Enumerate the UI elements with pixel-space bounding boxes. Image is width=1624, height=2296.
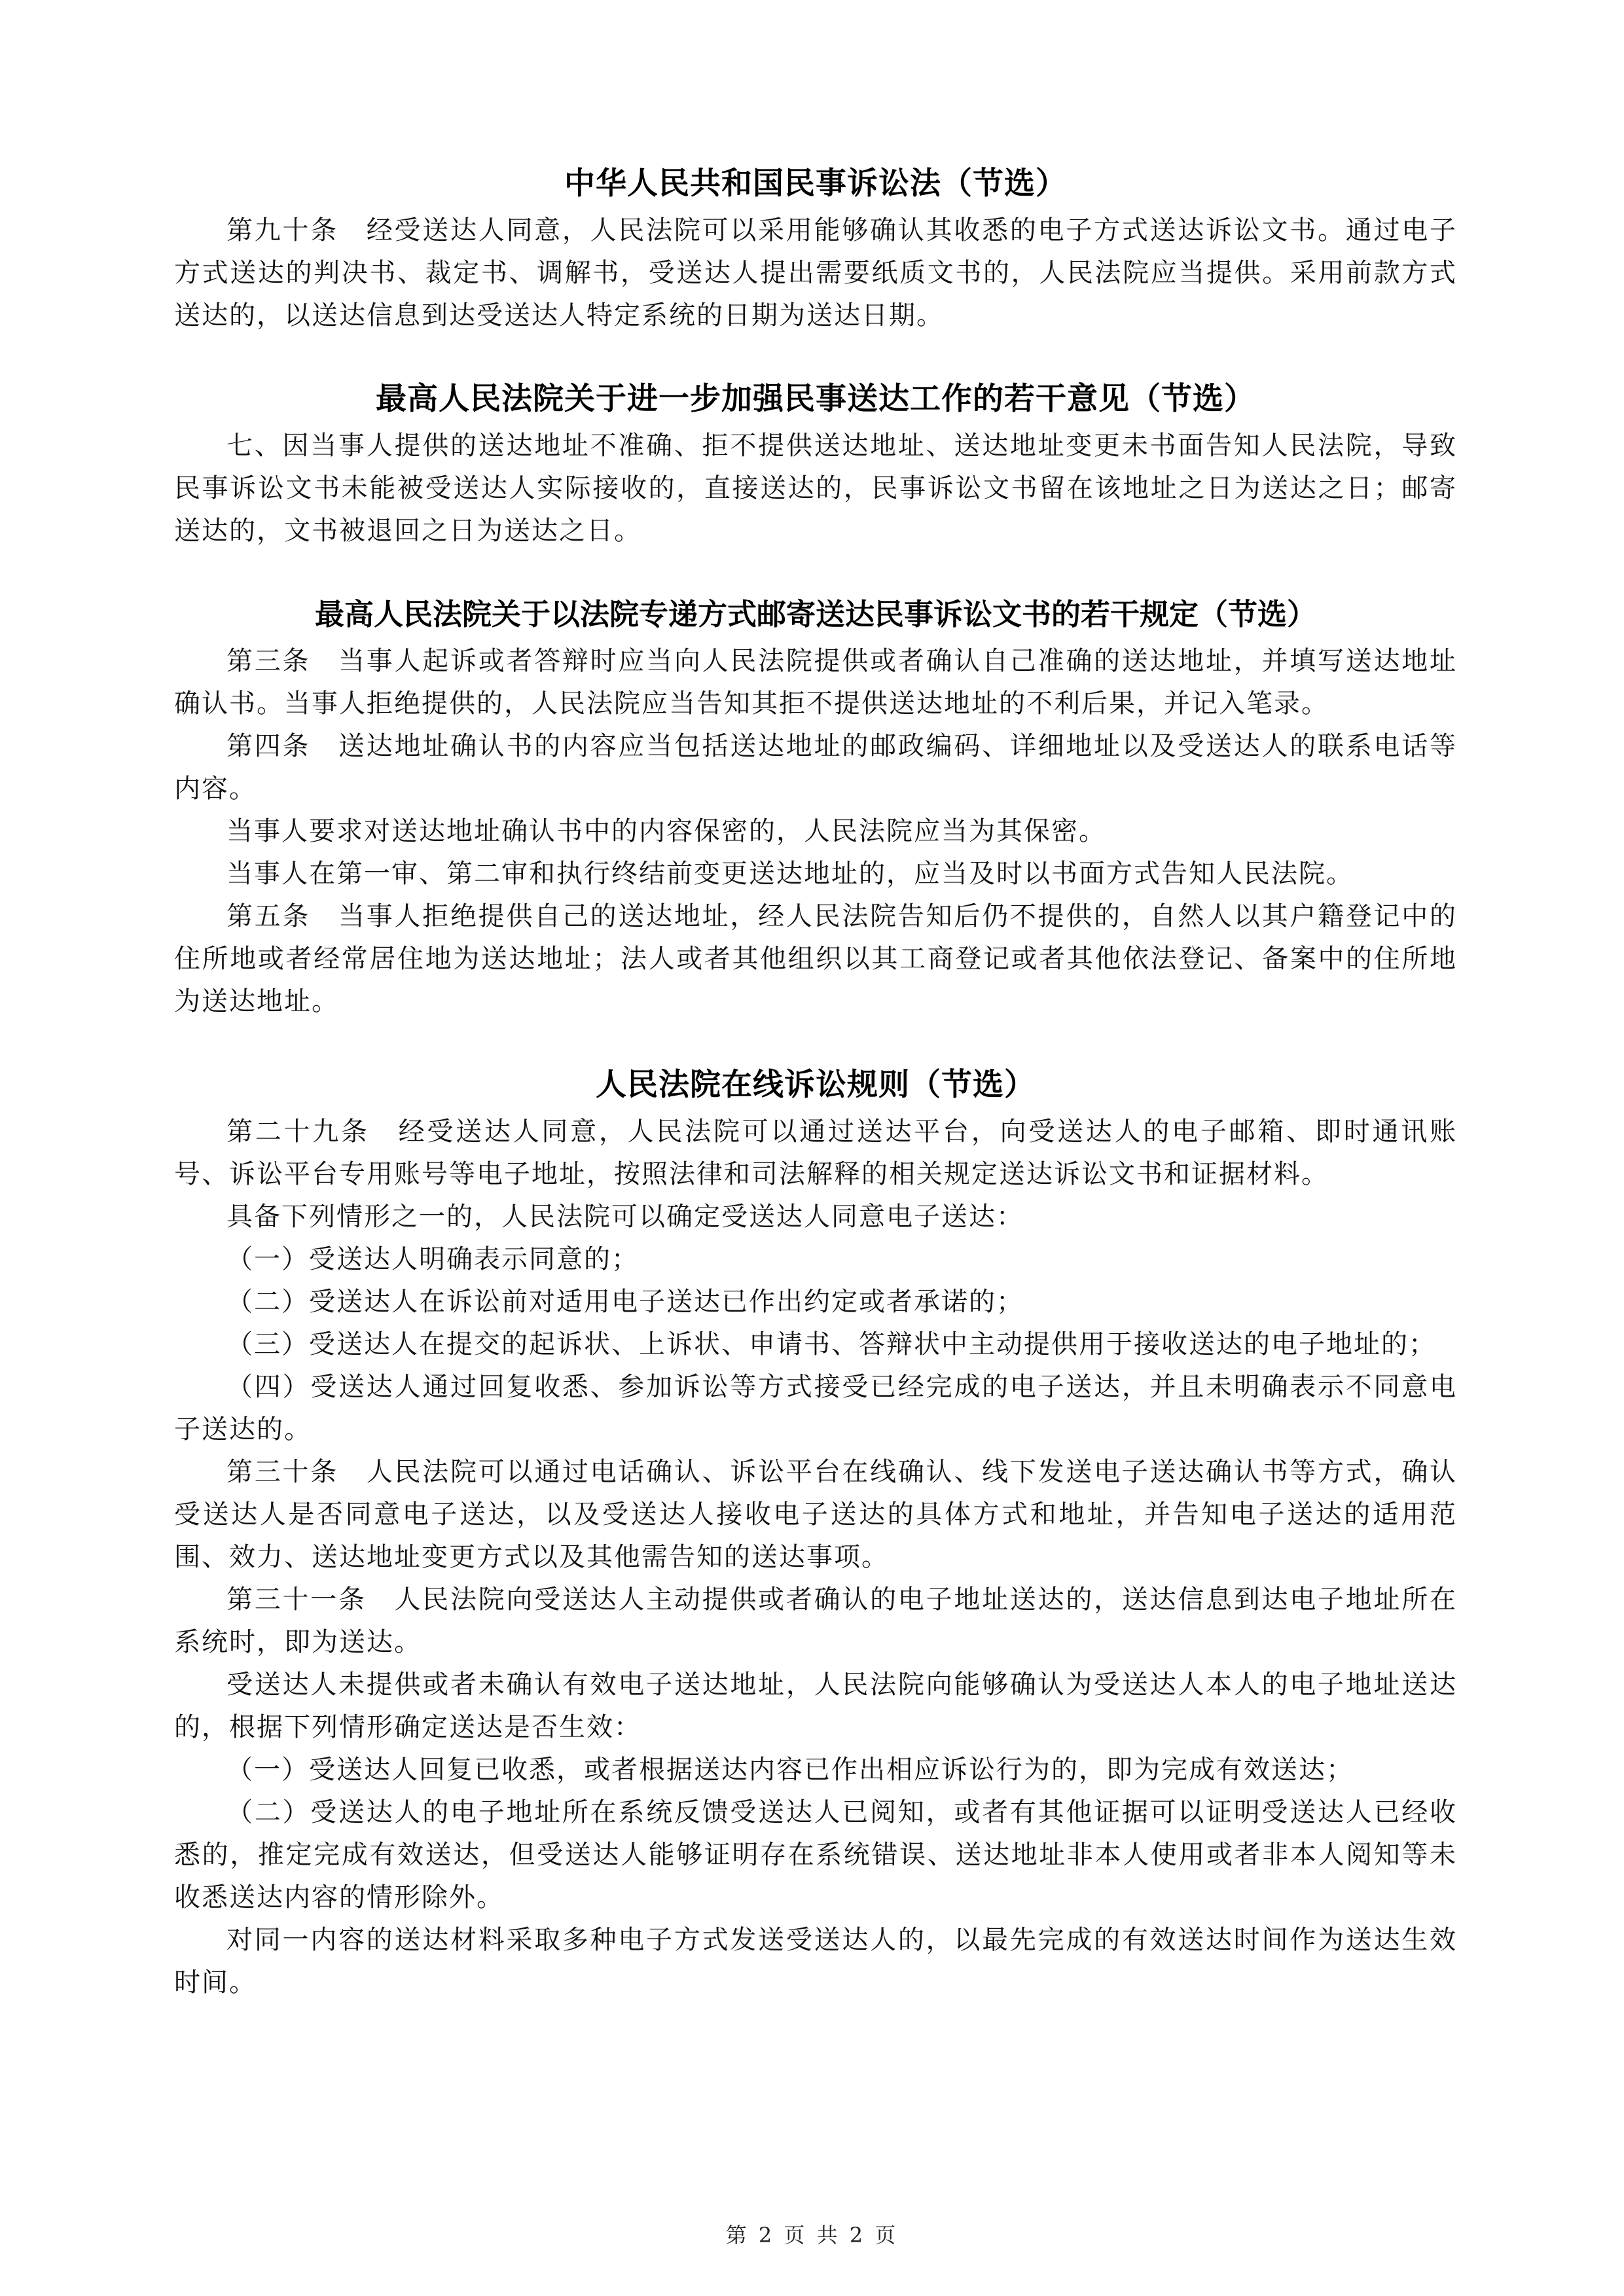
paragraph: 七、因当事人提供的送达地址不准确、拒不提供送达地址、送达地址变更未书面告知人民法院，导致民事诉讼文书未能被受送达人实际接收的，直接送达的，民事诉讼文书留在该地址之日为送达之日；邮寄送达的，文书被退回之日为送达之日。 (174, 431, 1457, 546)
section-court-express-rules (174, 593, 1457, 1023)
paragraph: （一）受送达人回复已收悉，或者根据送达内容已作出相应诉讼行为的，即为完成有效送达； (226, 1755, 1354, 1785)
paragraph: （二）受送达人的电子地址所在系统反馈受送达人已阅知，或者有其他证据可以证明受送达人已经收悉的，推定完成有效送达，但受送达人能够证明存在系统错误、送达地址非本人使用或者非本人阅知等未收悉送达内容的情形除外。 (174, 1797, 1457, 1912)
paragraph: 第九十条 经受送达人同意，人民法院可以采用能够确认其收悉的电子方式送达诉讼文书。通过电子方式送达的判决书、裁定书、调解书，受送达人提出需要纸质文书的，人民法院应当提供。采用前款方式送达的，以送达信息到达受送达人特定系统的日期为送达日期。 (174, 215, 1457, 331)
paragraph: （三）受送达人在提交的起诉状、上诉状、申请书、答辩状中主动提供用于接收送达的电子地址的； (226, 1329, 1436, 1359)
document-page (174, 162, 1457, 2004)
paragraph: 受送达人未提供或者未确认有效电子送达地址，人民法院向能够确认为受送达人本人的电子地址送达的，根据下列情形确定送达是否生效： (174, 1670, 1457, 1742)
section-title: 人民法院在线诉讼规则（节选） (596, 1067, 1036, 1103)
paragraph: 对同一内容的送达材料采取多种电子方式发送受送达人的，以最先完成的有效送达时间作为送达生效时间。 (174, 1925, 1457, 1998)
section-title: 最高人民法院关于进一步加强民事送达工作的若干意见（节选） (376, 381, 1255, 417)
section-title: 最高人民法院关于以法院专递方式邮寄送达民事诉讼文书的若干规定（节选） (314, 597, 1316, 632)
section-title: 中华人民共和国民事诉讼法（节选） (564, 166, 1067, 202)
paragraph: 第四条 送达地址确认书的内容应当包括送达地址的邮政编码、详细地址以及受送达人的联系电话等内容。 (174, 731, 1457, 804)
section-civil-procedure-law (174, 162, 1457, 337)
paragraph: 第三十一条 人民法院向受送达人主动提供或者确认的电子地址送达的，送达信息到达电子地址所在系统时，即为送达。 (174, 1585, 1457, 1657)
paragraph: 第五条 当事人拒绝提供自己的送达地址，经人民法院告知后仍不提供的，自然人以其户籍登记中的住所地或者经常居住地为送达地址；法人或者其他组织以其工商登记或者其他依法登记、备案中的住所地为送达地址。 (174, 901, 1457, 1016)
section-service-opinions (174, 378, 1457, 552)
paragraph: 当事人要求对送达地址确认书中的内容保密的，人民法院应当为其保密。 (226, 816, 1106, 846)
paragraph: 具备下列情形之一的，人民法院可以确定受送达人同意电子送达： (226, 1202, 1024, 1232)
paragraph: 当事人在第一审、第二审和执行终结前变更送达地址的，应当及时以书面方式告知人民法院。 (226, 859, 1354, 889)
paragraph: 第二十九条 经受送达人同意，人民法院可以通过送达平台，向受送达人的电子邮箱、即时通讯账号、诉讼平台专用账号等电子地址，按照法律和司法解释的相关规定送达诉讼文书和证据材料。 (174, 1117, 1457, 1189)
paragraph: （一）受送达人明确表示同意的； (226, 1244, 639, 1274)
section-online-litigation-rules (174, 1064, 1457, 2004)
paragraph: 第三条 当事人起诉或者答辩时应当向人民法院提供或者确认自己准确的送达地址，并填写送达地址确认书。当事人拒绝提供的，人民法院应当告知其拒不提供送达地址的不利后果，并记入笔录。 (174, 646, 1457, 719)
paragraph: （二）受送达人在诉讼前对适用电子送达已作出约定或者承诺的； (226, 1287, 1024, 1317)
page-number-footer: 第 2 页 共 2 页 (725, 2223, 899, 2248)
paragraph: （四）受送达人通过回复收悉、参加诉讼等方式接受已经完成的电子送达，并且未明确表示不同意电子送达的。 (174, 1372, 1457, 1444)
paragraph: 第三十条 人民法院可以通过电话确认、诉讼平台在线确认、线下发送电子送达确认书等方式，确认受送达人是否同意电子送达，以及受送达人接收电子送达的具体方式和地址，并告知电子送达的适用范围、效力、送达地址变更方式以及其他需告知的送达事项。 (174, 1457, 1457, 1572)
